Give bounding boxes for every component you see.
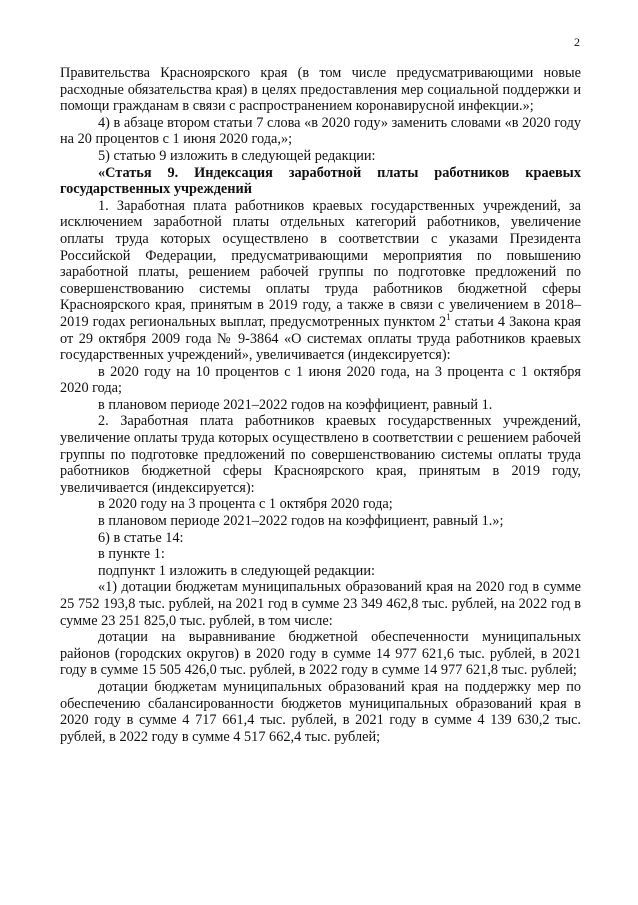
article-heading: «Статья 9. Индексация заработной платы работников краевых государственных учреждений [60, 164, 581, 198]
paragraph-item-6: 6) в статье 14: [98, 529, 184, 546]
paragraph-item-5: 5) статью 9 изложить в следующей редакции: [98, 147, 376, 164]
balance-support-grants: дотации бюджетам муниципальных образований края на поддержку мер по обеспечению сбалансированности бюджетов муниципальных образований края в 2020 году в сумме 4 717 661,4 тыс. рублей, в 2021 году в сумме 4 139 630,2 тыс. рублей, в 2022 году в сумме 4 517 662,4 тыс. рублей; [60, 678, 581, 745]
part-2-indexation-planned: в плановом периоде 2021–2022 годов на коэффициент, равный 1.»; [98, 513, 504, 530]
equalization-grants: дотации на выравнивание бюджетной обеспеченности муниципальных районов (городских округов) в 2020 году в сумме 14 977 621,6 тыс. рублей, в 2021 году в сумме 15 505 426,0 тыс. рублей, в 2022 году в сумме 14 977 621,8 тыс. рублей; [60, 629, 581, 679]
part-1-text-b: статьи 4 Закона края от 29 октября 2009 года № 9-3864 «О системах оплаты труда работников краевых государственных учреждений», увеличивается (индексируется): [60, 313, 581, 364]
part-1-indexation-planned: в плановом периоде 2021–2022 годов на коэффициент, равный 1. [98, 396, 493, 413]
part-2-indexation-2020: в 2020 году на 3 процента с 1 октября 2020 года; [98, 496, 393, 513]
part-1-text-a: 1. Заработная плата работников краевых государственных учреждений, за исключением заработной платы отдельных категорий работников, увеличение оплаты труда которых осуществлено в соответствии с указами Президента Российской Федерации, предусматривающими мероприятия по повышению заработной платы, решением рабочей группы по подготовке предложений по совершенствованию системы оплаты труда работников бюджетной сферы Красноярского края, принятым в 2019 году, а также в связи с увеличением в 2018–2019 годах региональных выплат, предусмотренных пунктом 2 [60, 197, 581, 330]
superscript-index: 1 [446, 312, 451, 323]
paragraph-clause-1: в пункте 1: [98, 546, 165, 563]
page-number: 2 [574, 35, 580, 49]
part-1-indexation-2020: в 2020 году на 10 процентов с 1 июня 2020 года, на 3 процента с 1 октября 2020 года; [60, 363, 581, 397]
paragraph-subclause-1: подпункт 1 изложить в следующей редакции: [98, 562, 375, 579]
subclause-1-text: «1) дотации бюджетам муниципальных образований края на 2020 год в сумме 25 752 193,8 тыс. рублей, на 2021 год в сумме 23 349 462,8 тыс. рублей, на 2022 год в сумме 23 251 825,0 тыс. рублей, в том числе: [60, 579, 581, 629]
paragraph-item-4: 4) в абзаце втором статьи 7 слова «в 2020 году» заменить словами «в 2020 году на 20 процентов с 1 июня 2020 года,»; [60, 114, 581, 148]
article-9-part-1 [60, 198, 581, 364]
article-9-part-2: 2. Заработная плата работников краевых государственных учреждений, увеличение оплаты труда которых осуществлено в соответствии с решением рабочей группы по подготовке предложений по совершенствованию системы оплаты труда работников бюджетной сферы Красноярского края, принятым в 2019 году, увеличивается (индексируется): [60, 413, 581, 496]
paragraph-continuation: Правительства Красноярского края (в том числе предусматривающими новые расходные обязательства края) в целях предоставления мер социальной поддержки и помощи гражданам в связи с распространением коронавирусной инфекции.»; [60, 65, 581, 115]
document-body [60, 65, 581, 745]
